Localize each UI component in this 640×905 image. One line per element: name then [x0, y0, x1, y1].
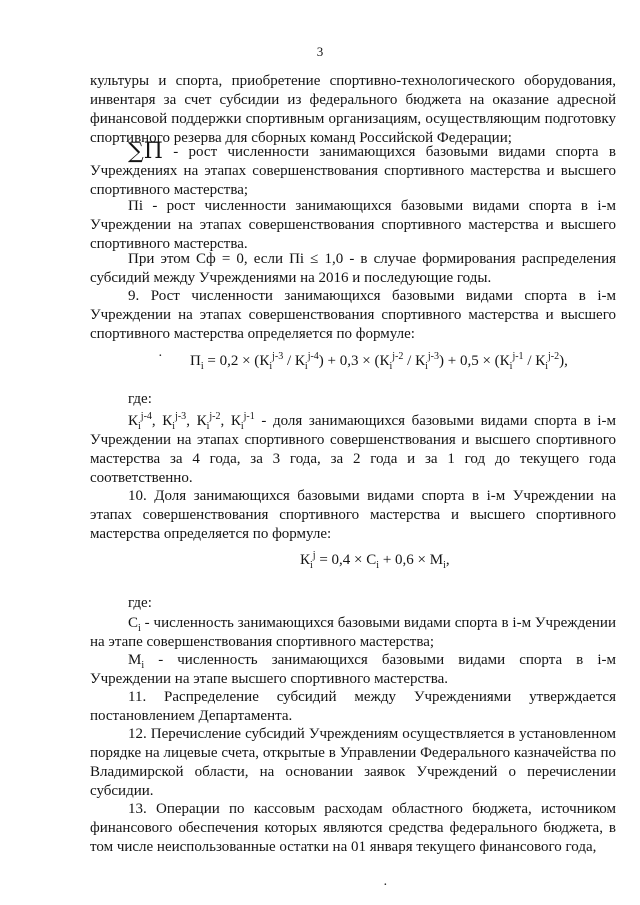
item-10: 10. Доля занимающихся базовыми видами спорта в i-м Учреждении на этапах совершенствования спортивного мастерства и высшего спортивного мастерства определяется по формуле:: [90, 488, 616, 542]
definition-m: $М_i$ - численность занимающихся базовыми видами спорта в i-м Учреждении на этапе высшего спортивного мастерства.: [90, 652, 616, 687]
definition-sum-text: - рост численности занимающихся базовыми видами спорта в Учреждениях на этапах совершенствования спортивного мастерства и высшего спортивного мастерства;: [90, 144, 616, 198]
definition-k-text: - доля занимающихся базовыми видами спорта в i-м Учреждении на этапах спортивного совершенствования и высшего спортивного мастерства за 4 года, за 3 года, за 2 года и за 1 год до текущего года соответственно.: [90, 413, 616, 486]
condition-paragraph: При этом Сф = 0, если Пi ≤ 1,0 - в случае формирования распределения субсидий между Учреждениями на 2016 и последующие годы.: [90, 251, 616, 286]
item-11: 11. Распределение субсидий между Учреждениями утверждается постановлением Департамента.: [90, 689, 616, 724]
page-number: 3: [316, 44, 324, 59]
definition-c: $С_i$ - численность занимающихся базовыми видами спорта в i-м Учреждении на этапе совершенствования спортивного мастерства;: [90, 615, 616, 650]
scan-speck: ·: [158, 349, 163, 364]
definition-pi-growth: Пi - рост численности занимающихся базовыми видами спорта в i-м Учреждении на этапах совершенствования спортивного мастерства и высшего спортивного мастерства.: [90, 198, 616, 252]
definition-sum-growth: [90, 139, 616, 200]
where-label-2: где:: [128, 595, 152, 611]
item-13: 13. Операции по кассовым расходам областного бюджета, источником финансового обеспечения которых являются средства федерального бюджета, в том числе неиспользованные остатки на 01 января текущего финансового года,: [90, 801, 616, 855]
scan-speck: ·: [383, 878, 388, 893]
item-12: 12. Перечисление субсидий Учреждениям осуществляется в установленном порядке на лицевые счета, открытые в Управлении Федерального казначейства по Владимирской области, на основании заявок Учреждений о перечислении субсидии.: [90, 726, 616, 799]
where-label-1: где:: [128, 391, 152, 407]
paragraph-purchase: культуры и спорта, приобретение спортивно-технологического оборудования, инвентаря за счет субсидии из федерального бюджета на оказание адресной финансовой поддержки спортивным организациям, осуществляющим подготовку спортивного резерва для сборных команд Российской Федерации;: [90, 73, 616, 146]
item-9: 9. Рост численности занимающихся базовыми видами спорта в i-м Учреждении на этапах совершенствования спортивного мастерства и высшего спортивного мастерства определяется по формуле:: [90, 288, 616, 342]
formula-growth: $П_i = 0,2 \times (К_i^{j-3} / К_i^{j-4}) + 0,3 \times (К_i^{j-2} / К_i^{j-3}) + 0,5 \times (К_i^{j-1} / К_i^{j-2})$,: [190, 351, 568, 372]
formula-share: $К_i^j = 0,4 \times С_i + 0,6 \times М_i$,: [300, 550, 450, 571]
definition-k-shares: $К_i^{j-4}$, $К_i^{j-3}$, $К_i^{j-2}$, $К_i^{j-1}$ - доля занимающихся базовыми видами спорта в i-м Учреждении на этапах спортивного совершенствования и высшего спортивного мастерства за 4 года, за 3 года, за 2 года и за 1 год до текущего года соответственно.: [90, 411, 616, 486]
sum-symbol: ∑П: [128, 139, 163, 164]
